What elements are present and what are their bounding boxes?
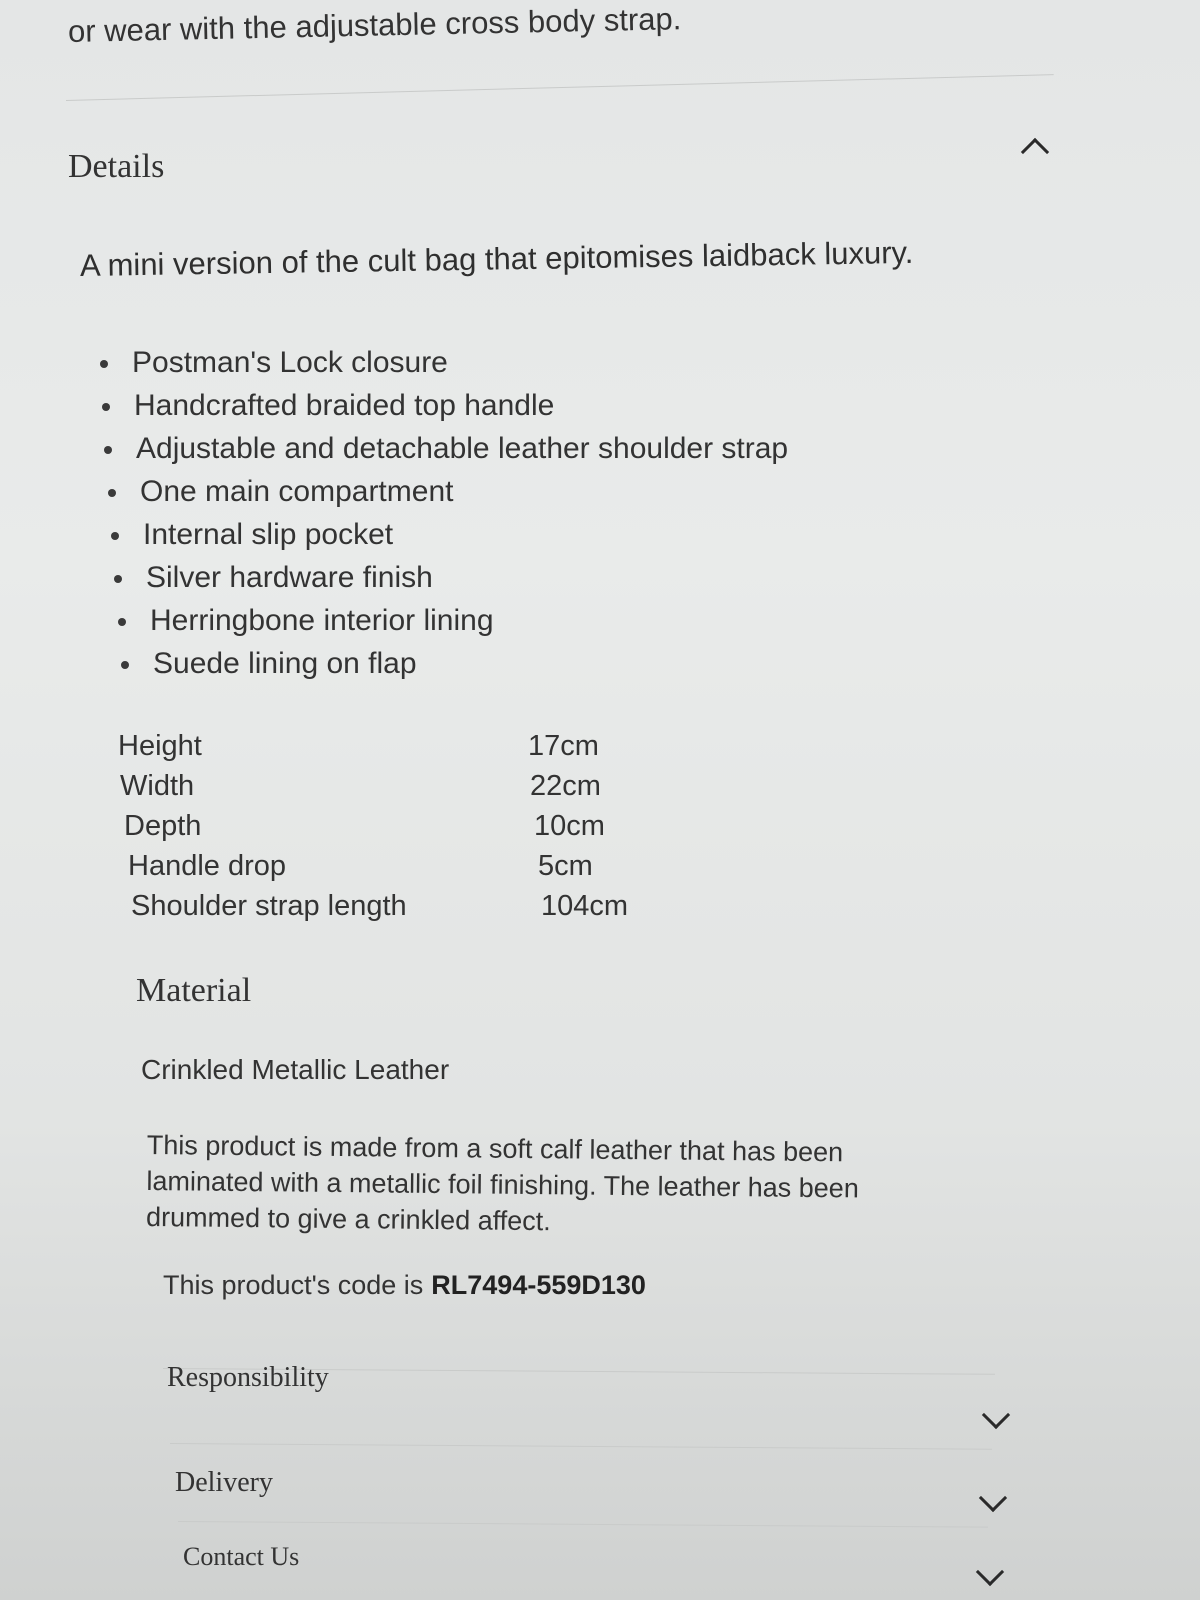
material-heading: Material [136,972,252,1009]
feature-item [111,517,394,560]
details-heading: Details [68,148,165,185]
feature-item [118,603,494,646]
product-code: RL7494-559D130 [431,1270,646,1300]
dimension-row [120,770,601,810]
contact-us-label: Contact Us [183,1542,300,1571]
dimension-label: Handle drop [128,850,286,882]
feature-text: Adjustable and detachable leather shoulder strap [136,432,789,465]
divider-responsibility [170,1443,992,1450]
bullet-icon [111,532,119,540]
divider-delivery [178,1521,988,1528]
bullet-icon [104,446,112,454]
feature-text: Suede lining on flap [153,647,417,680]
feature-item [108,474,454,517]
chevron-down-icon[interactable] [982,1401,1010,1429]
feature-item [114,560,433,603]
bullet-icon [108,489,116,497]
delivery-label: Delivery [175,1467,273,1498]
dimension-row [128,850,593,890]
bullet-icon [102,403,110,411]
feature-text: One main compartment [140,475,454,508]
feature-item [100,345,448,388]
bullet-icon [121,661,129,669]
divider-top [66,74,1054,101]
feature-text: Internal slip pocket [143,518,394,551]
feature-text: Silver hardware finish [146,561,433,594]
product-code-line [163,1270,646,1301]
bullet-icon [114,575,122,583]
chevron-up-icon[interactable] [1021,138,1049,166]
dimension-label: Width [120,770,195,802]
dimension-value: 10cm [534,810,605,842]
dimension-value: 5cm [538,850,593,882]
dimension-row [118,730,599,770]
feature-list [100,345,789,689]
description-text-tail: or wear with the adjustable cross body strap. [67,1,682,49]
dimension-value: 17cm [528,730,599,762]
feature-item [102,388,555,431]
dimension-row [124,810,605,850]
feature-item [104,431,789,474]
responsibility-label: Responsibility [167,1362,329,1393]
dimension-label: Shoulder strap length [131,890,407,922]
feature-text: Herringbone interior lining [150,604,494,637]
bullet-icon [100,360,108,368]
dimension-label: Height [118,730,202,762]
dimensions-table [118,730,629,930]
details-lead-text: A mini version of the cult bag that epitomises laidback luxury. [79,234,914,283]
material-description: This product is made from a soft calf leather that has been laminated with a metallic foil finishing. The leather has been drummed to give a crinkled affect. [145,1129,859,1237]
feature-text: Postman's Lock closure [132,346,448,379]
feature-text: Handcrafted braided top handle [134,389,555,422]
dimension-value: 104cm [541,890,629,922]
dimension-label: Depth [124,810,202,842]
product-code-prefix: This product's code is [163,1270,424,1300]
chevron-down-icon[interactable] [976,1558,1004,1586]
bullet-icon [118,618,126,626]
chevron-down-icon[interactable] [979,1484,1007,1512]
material-name: Crinkled Metallic Leather [141,1054,450,1085]
dimension-value: 22cm [530,770,601,802]
